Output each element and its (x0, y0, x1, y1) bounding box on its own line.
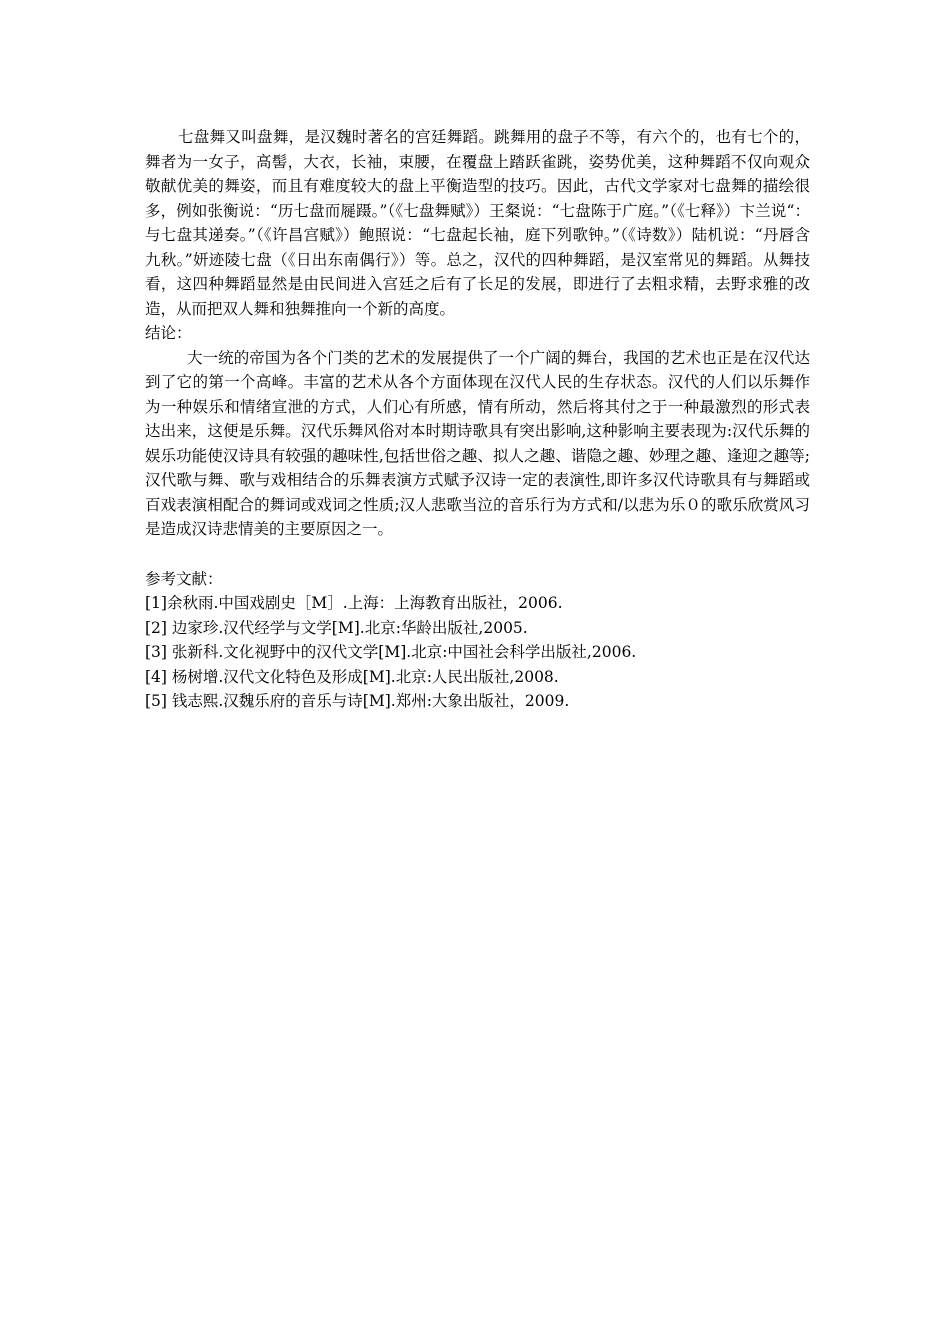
reference-item: [3] 张新科.文化视野中的汉代文学[M].北京:中国社会科学出版社,2006. (145, 643, 637, 661)
conclusion-paragraph: 大一统的帝国为各个门类的艺术的发展提供了一个广阔的舞台，我国的艺术也正是在汉代达到了它的第一个高峰。丰富的艺术从各个方面体现在汉代人民的生存状态。汉代的人们以乐舞作为一种娱乐和情绪宣泄的方式，人们心有所感，情有所动，然后将其付之于一种最激烈的形式表达出来，这便是乐舞。汉代乐舞风俗对本时期诗歌具有突出影响,这种影响主要表现为:汉代乐舞的娱乐功能使汉诗具有较强的趣味性,包括世俗之趣、拟人之趣、谐隐之趣、妙理之趣、逢迎之趣等;汉代歌与舞、歌与戏相结合的乐舞表演方式赋予汉诗一定的表演性,即许多汉代诗歌具有与舞蹈或百戏表演相配合的舞词或戏词之性质;汉人悲歌当泣的音乐行为方式和/以悲为乐０的歌乐欣赏风习是造成汉诗悲情美的主要原因之一。 (145, 348, 810, 538)
conclusion-heading: 结论： (145, 324, 192, 342)
reference-item: [1]余秋雨.中国戏剧史［M］.上海：上海教育出版社，2006. (145, 594, 563, 612)
reference-item: [5] 钱志熙.汉魏乐府的音乐与诗[M].郑州:大象出版社，2009. (145, 692, 570, 710)
section-spacer (145, 542, 810, 567)
document-page (145, 125, 810, 714)
reference-item: [2] 边家珍.汉代经学与文学[M].北京:华龄出版社,2005. (145, 618, 528, 637)
references-heading: 参考文献： (145, 569, 223, 588)
references-list (145, 591, 810, 714)
body-paragraph-seven-plate-dance: 七盘舞又叫盘舞，是汉魏时著名的宫廷舞蹈。跳舞用的盘子不等，有六个的，也有七个的，舞者为一女子，高髻，大衣，长袖，束腰，在覆盘上踏跃雀跳，姿势优美，这种舞蹈不仅向观众敬献优美的舞姿，而且有难度较大的盘上平衡造型的技巧。因此，古代文学家对七盘舞的描绘很多，例如张衡说：“历七盘而屣蹑。”（《七盘舞赋》）王粲说：“七盘陈于广庭。”（《七释》）卞兰说“：与七盘其递奏。”（《许昌宫赋》）鲍照说：“七盘起长袖，庭下列歌钟。”（《诗数》）陆机说：“丹唇含九秋。”妍迹陵七盘（《日出东南偶行》）等。总之，汉代的四种舞蹈，是汉室常见的舞蹈。从舞技看，这四种舞蹈显然是由民间进入宫廷之后有了长足的发展，即进行了去粗求精，去野求雅的改造，从而把双人舞和独舞推向一个新的高度。 (145, 128, 810, 318)
reference-item: [4] 杨树增.汉代文化特色及形成[M].北京:人民出版社,2008. (145, 667, 559, 686)
